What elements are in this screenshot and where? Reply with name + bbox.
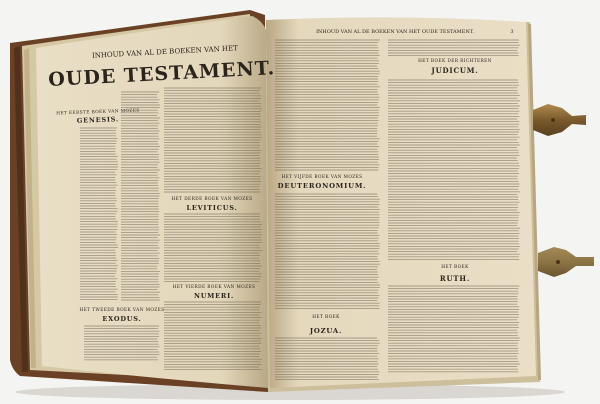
ruth-caption: HET BOEK: [441, 265, 469, 270]
left-top-heading: INHOUD VAN AL DE BOEKEN VAN HET: [91, 44, 239, 60]
deuteronomium-title: DEUTERONOMIUM.: [277, 182, 367, 190]
jozua-caption: HET BOEK: [312, 315, 340, 320]
right-page-number: 3: [510, 29, 514, 35]
left-main-heading: OUDE TESTAMENT.: [47, 57, 276, 91]
jozua-title: JOZUA.: [309, 327, 343, 335]
genesis-caption: HET EERSTE BOEK VAN MOZES: [56, 108, 140, 117]
numeri-title: NUMERI.: [193, 292, 235, 300]
deuteronomium-caption: HET VIJFDE BOEK VAN MOZES: [281, 175, 363, 180]
exodus-caption: HET TWEEDE BOEK VAN MOZES: [79, 308, 165, 313]
upper-brass-clasp: [533, 104, 586, 136]
genesis-title: GENESIS.: [76, 115, 120, 125]
ruth-title: RUTH.: [439, 274, 471, 283]
lower-brass-clasp: [538, 247, 594, 277]
right-running-header: INHOUD VAN AL DE BOEKEN VAN HET OUDE TESTAMENT.: [316, 29, 474, 35]
exodus-title: EXODUS.: [102, 315, 142, 323]
judicum-caption: HET BOEK DER RICHTEREN: [418, 59, 492, 64]
leviticus-title: LEVITICUS.: [186, 204, 238, 212]
leviticus-caption: HET DERDE BOEK VAN MOZES: [171, 197, 253, 202]
judicum-title: JUDICUM.: [431, 66, 479, 75]
numeri-caption: HET VIERDE BOEK VAN MOZES: [172, 285, 256, 290]
